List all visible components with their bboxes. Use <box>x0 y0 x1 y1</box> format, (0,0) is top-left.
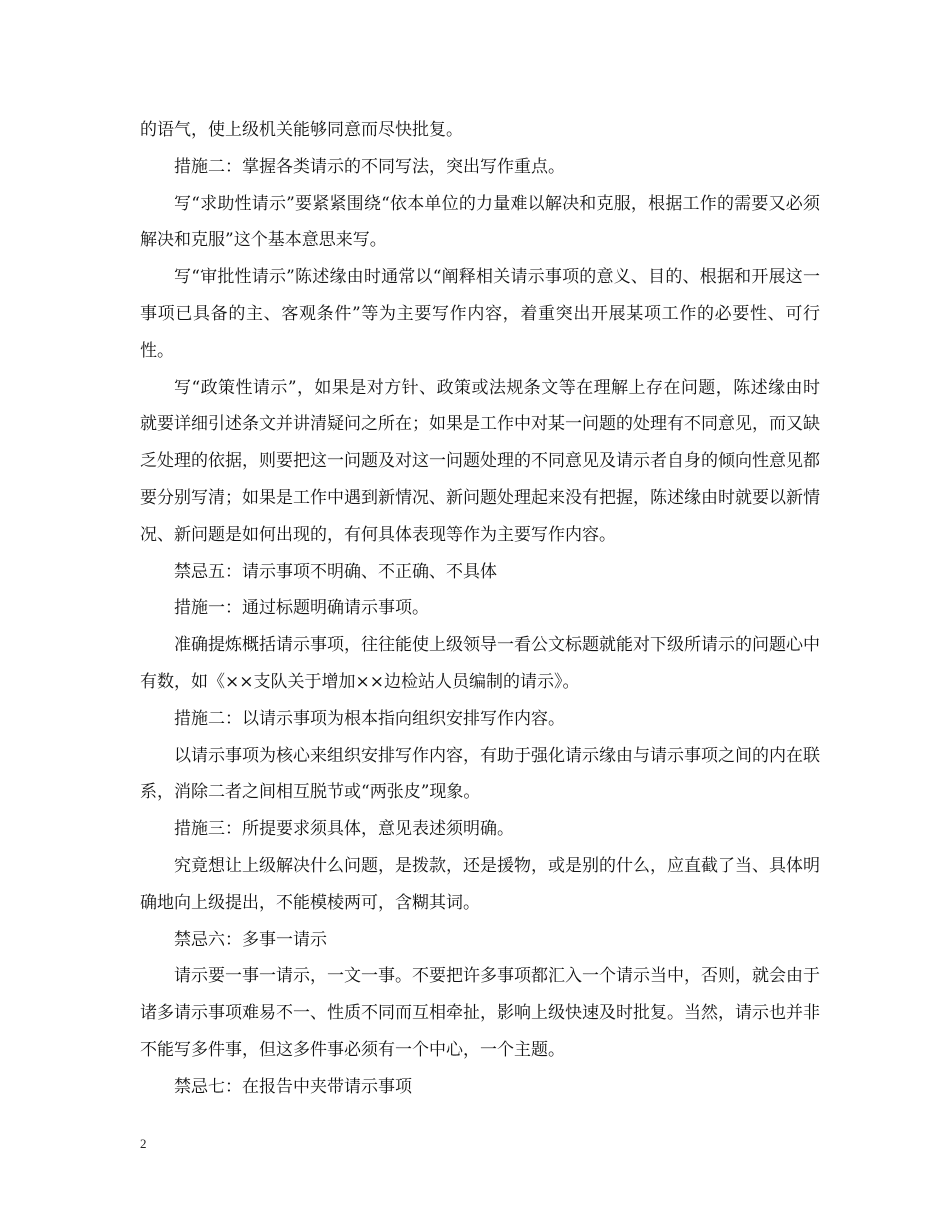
paragraph: 写“求助性请示”要紧紧围绕“依本单位的力量难以解决和克服，根据工作的需要又必须解决和克服”这个基本意思来写。 <box>140 193 820 251</box>
paragraph: 究竟想让上级解决什么问题，是拨款，还是援物，或是别的什么，应直截了当、具体明确地向上级提出，不能模棱两可，含糊其词。 <box>140 855 820 913</box>
paragraph: 准确提炼概括请示事项，往往能使上级领导一看公文标题就能对下级所请示的问题心中有数，如《××支队关于增加××边检站人员编制的请示》。 <box>140 635 820 692</box>
paragraph-measure-heading: 措施二：掌握各类请示的不同写法，突出写作重点。 <box>174 156 565 177</box>
paragraph-taboo-heading: 禁忌五：请示事项不明确、不正确、不具体 <box>174 561 497 582</box>
paragraph-measure-heading: 措施二：以请示事项为根本指向组织安排写作内容。 <box>174 708 565 729</box>
paragraph: 请示要一事一请示，一文一事。不要把许多事项都汇入一个请示当中，否则，就会由于诸多请示事项难易不一、性质不同而互相牵扯，影响上级快速及时批复。当然，请示也并非不能写多件事，但这多件事必须有一个中心，一个主题。 <box>140 966 820 1060</box>
paragraph: 写“审批性请示”陈述缘由时通常以“阐释相关请示事项的意义、目的、根据和开展这一事项已具备的主、客观条件”等为主要写作内容，着重突出开展某项工作的必要性、可行性。 <box>140 267 820 361</box>
paragraph-continuation: 的语气，使上级机关能够同意而尽快批复。 <box>140 120 463 140</box>
document-body <box>140 112 820 1106</box>
page-number: 2 <box>140 1136 147 1151</box>
paragraph-taboo-heading: 禁忌七：在报告中夹带请示事项 <box>174 1076 412 1097</box>
paragraph: 以请示事项为核心来组织安排写作内容，有助于强化请示缘由与请示事项之间的内在联系，消除二者之间相互脱节或“两张皮”现象。 <box>140 745 820 803</box>
paragraph-taboo-heading: 禁忌六：多事一请示 <box>174 929 327 950</box>
paragraph-measure-heading: 措施三：所提要求须具体，意见表述须明确。 <box>174 819 514 840</box>
paragraph: 写“政策性请示”，如果是对方针、政策或法规条文等在理解上存在问题，陈述缘由时就要详细引述条文并讲清疑问之所在；如果是工作中对某一问题的处理有不同意见，而又缺乏处理的依据，则要把这一问题及对这一问题处理的不同意见及请示者自身的倾向性意见都要分别写清；如果是工作中遇到新情况、新问题处理起来没有把握，陈述缘由时就要以新情况、新问题是如何出现的，有何具体表现等作为主要写作内容。 <box>140 377 820 545</box>
paragraph-measure-heading: 措施一：通过标题明确请示事项。 <box>174 598 429 619</box>
